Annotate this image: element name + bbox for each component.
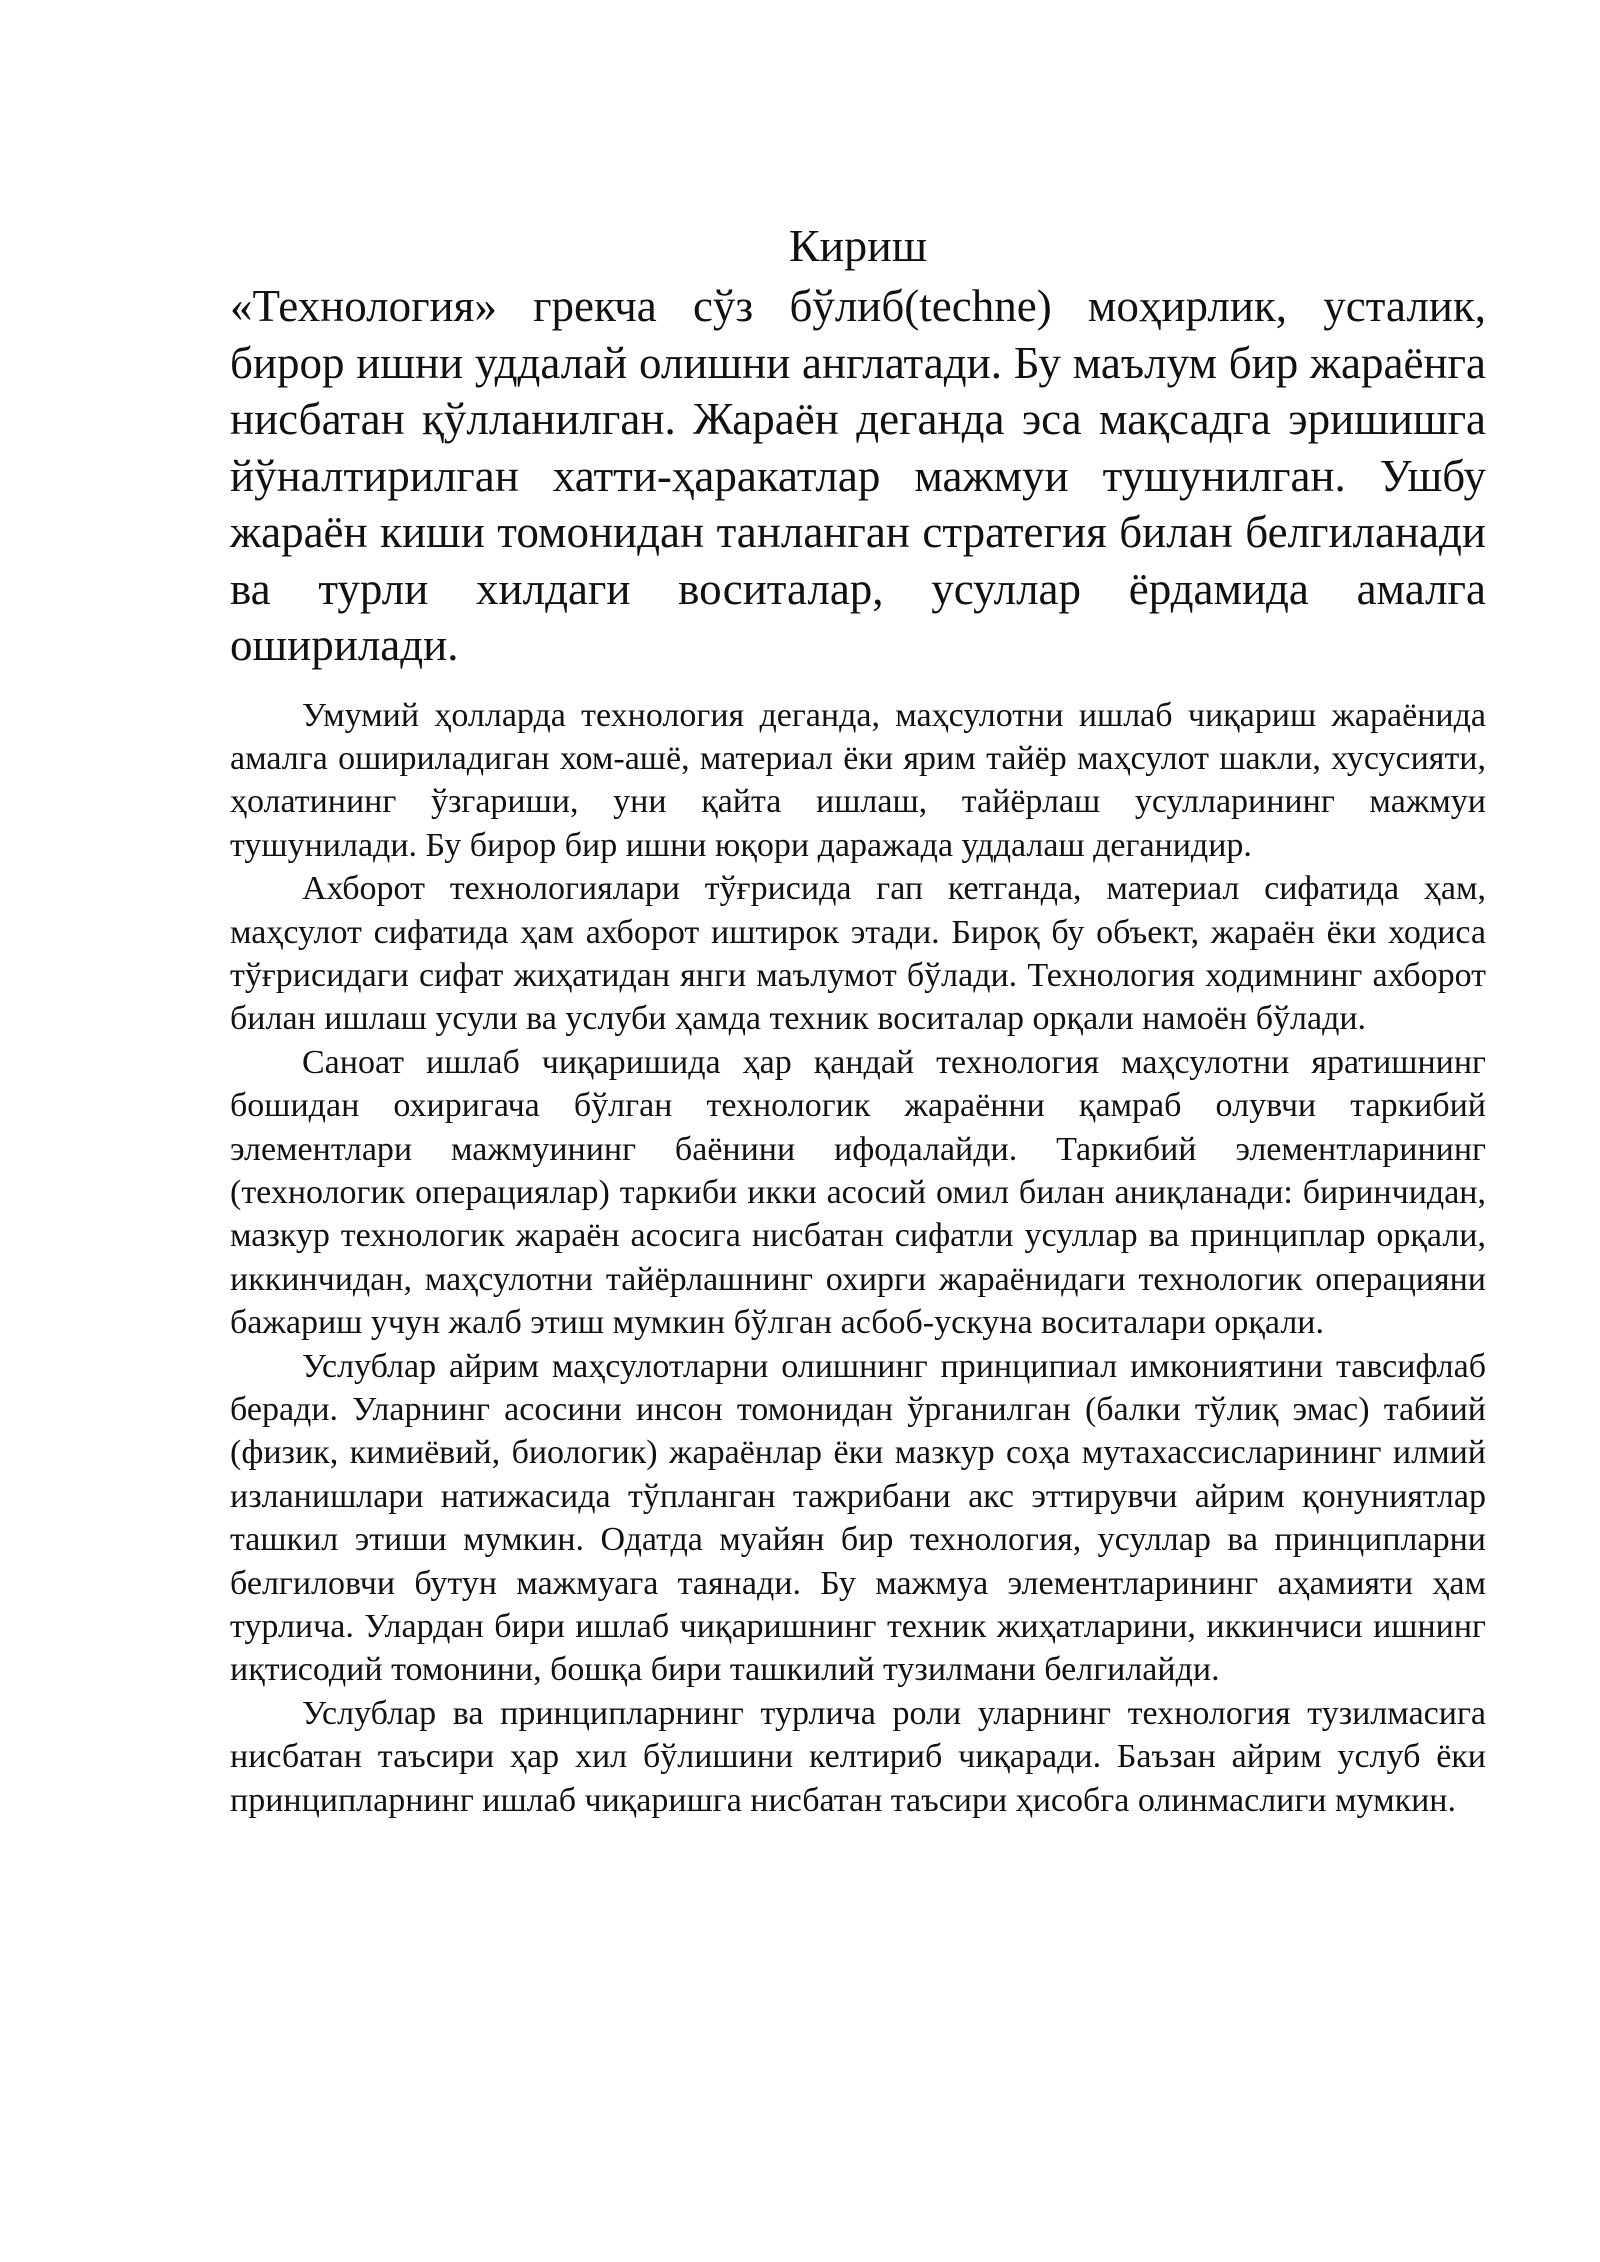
document-page [230, 218, 1486, 1822]
page-title: Кириш [788, 220, 928, 271]
body-paragraph-4: Услублар айрим маҳсулотларни олишнинг принципиал имкониятини тавсифлаб беради. Уларнинг асосини инсон томонидан ўрганилган (балки тўлиқ эмас) табиий (физик, кимиёвий, биологик) жараёнлар ёки мазкур соҳа мутахассисларининг илмий изланишлари натижасида тўпланган тажрибани акс эттирувчи айрим қонуниятлар ташкил этиши мумкин. Одатда муайян бир технология, усуллар ва принципларни белгиловчи бутун мажмуага таянади. Бу мажмуа элементларининг аҳамияти ҳам турлича. Улардан бири ишлаб чиқаришнинг техник жиҳатларини, иккинчиси ишнинг иқтисодий томонини, бошқа бири ташкилий тузилмани белгилайди. [230, 1347, 1486, 1689]
body-paragraph-1: Умумий ҳолларда технология деганда, маҳсулотни ишлаб чиқариш жараёнида амалга ошириладиган хом-ашё, материал ёки ярим тайёр маҳсулот шакли, хусусияти, ҳолатининг ўзгариши, уни қайта ишлаш, тайёрлаш усулларининг мажмуи тушунилади. Бу бирор бир ишни юқори даражада уддалаш деганидир. [230, 696, 1486, 864]
body-paragraph-5: Услублар ва принципларнинг турлича роли уларнинг технология тузилмасига нисбатан таъсири ҳар хил бўлишини келтириб чиқаради. Баъзан айрим услуб ёки принципларнинг ишлаб чиқаришга нисбатан таъсири ҳисобга олинмаслиги мумкин. [230, 1694, 1486, 1819]
body-paragraph-2: Ахборот технологиялари тўғрисида гап кетганда, материал сифатида ҳам, маҳсулот сифатида ҳам ахборот иштирок этади. Бироқ бу объект, жараён ёки ходиса тўғрисидаги сифат жиҳатидан янги маълумот бўлади. Технология ходимнинг ахборот билан ишлаш усули ва услуби ҳамда техник воситалар орқали намоён бўлади. [230, 870, 1486, 1038]
lead-paragraph: «Технология» грекча сўз бўлиб(techne) моҳирлик, усталик, бирор ишни уддалай олишни англатади. Бу маълум бир жараёнга нисбатан қўлланилган. Жараён деганда эса мақсадга эришишга йўналтирилган хатти-ҳаракатлар мажмуи тушунилган. Ушбу жараён киши томонидан танланган стратегия билан белгиланади ва турли хилдаги воситалар, усуллар ёрдамида амалга оширилади. [230, 281, 1486, 670]
body-paragraph-3: Саноат ишлаб чиқаришида ҳар қандай технология маҳсулотни яратишнинг бошидан охиригача бўлган технологик жараённи қамраб олувчи таркибий элементлари мажмуининг баёнини ифодалайди. Таркибий элементларининг (технологик операциялар) таркиби икки асосий омил билан аниқланади: биринчидан, мазкур технологик жараён асосига нисбатан сифатли усуллар ва принциплар орқали, иккинчидан, маҳсулотни тайёрлашнинг охирги жараёнидаги технологик операцияни бажариш учун жалб этиш мумкин бўлган асбоб-ускуна воситалари орқали. [230, 1043, 1486, 1342]
